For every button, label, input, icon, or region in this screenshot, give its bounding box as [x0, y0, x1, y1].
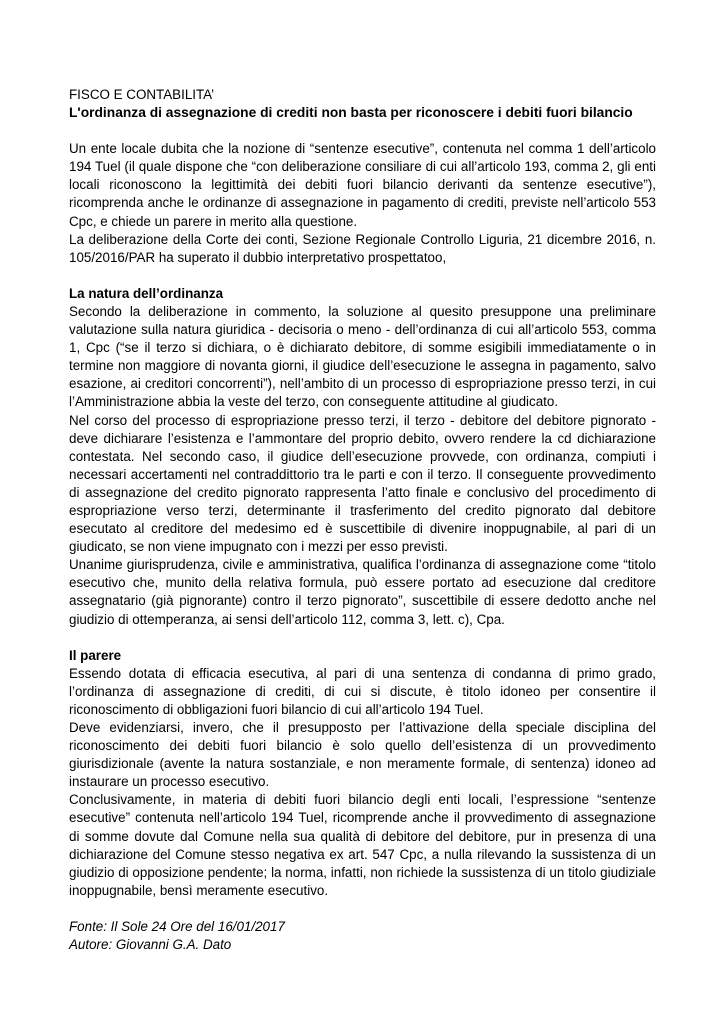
intro-paragraph-1: Un ente locale dubita che la nozione di “sentenze esecutive”, contenuta nel comma 1 dell’articolo 194 Tuel (il quale dispone che “con deliberazione consiliare di cui all’articolo 193, comma 2, gli enti locali riconoscono la legittimità dei debiti fuori bilancio derivanti da sentenze esecutive”), ricomprenda anche le ordinanze di assegnazione in pagamento di crediti, previste nell’articolo 553 Cpc, e chiede un parere in merito alla questione. — [69, 141, 656, 229]
spacer — [69, 900, 656, 918]
natura-paragraph-1: Secondo la deliberazione in commento, la soluzione al quesito presuppone una preliminare valutazione sulla natura giuridica - decisoria o meno - dell’ordinanza di cui all’articolo 553, comma 1, Cpc (“se il terzo si dichiara, o è dichiarato debitore, di somme esigibili immediatamente o in termine non maggiore di novanta giorni, il giudice dell’esecuzione le assegna in pagamento, salvo esazione, ai creditori concorrenti”), nell’ambito di un processo di espropriazione presso terzi, in cui l’Amministrazione abbia la veste del terzo, con conseguente attitudine al giudicato. — [69, 303, 656, 410]
spacer — [69, 629, 656, 647]
author-credit: Autore: Giovanni G.A. Dato — [69, 937, 232, 953]
parere-paragraph-3: Conclusivamente, in materia di debiti fuori bilancio degli enti locali, l’espressione “sentenze esecutive” contenuta nell’articolo 194 Tuel, ricomprende anche il provvedimento di assegnazione di somme dovute dal Comune nella sua qualità di debitore del debitore, pur in presenza di una dichiarazione del Comune stesso negativa ex art. 547 Cpc, a nulla rilevando la sussistenza di un giudizio di opposizione pendente; la norma, infatti, non richiede la sussistenza di un titolo giudiziale inoppugnabile, bensì meramente esecutivo. — [69, 792, 656, 898]
article-title: L'ordinanza di assegnazione di crediti non basta per riconoscere i debiti fuori bilancio — [69, 105, 633, 121]
section-heading-natura: La natura dell’ordinanza — [69, 285, 224, 301]
spacer — [69, 267, 656, 285]
parere-paragraph-2: Deve evidenziarsi, invero, che il presupposto per l’attivazione della speciale disciplina del riconoscimento dei debiti fuori bilancio è solo quello dell’esistenza di un provvedimento giurisdizionale (avente la natura sostanziale, e non meramente formale, di sentenza) idoneo ad instaurare un processo esecutivo. — [69, 720, 656, 790]
intro-paragraph-2: La deliberazione della Corte dei conti, Sezione Regionale Controllo Liguria, 21 dicembre 2016, n. 105/2016/PAR ha superato il dubbio interpretativo prospettatoo, — [69, 231, 656, 265]
spacer — [69, 122, 656, 140]
parere-paragraph-1: Essendo dotata di efficacia esecutiva, al pari di una sentenza di condanna di primo grado, l’ordinanza di assegnazione di crediti, di cui si discute, è titolo idoneo per consentire il riconoscimento di obbligazioni fuori bilancio di cui all’articolo 194 Tuel. — [69, 665, 656, 717]
natura-paragraph-3: Unanime giurisprudenza, civile e amministrativa, qualifica l’ordinanza di assegnazione come “titolo esecutivo che, munito della relativa formula, può essere portato ad esecuzione dal creditore assegnatario (già pignorante) contro il terzo pignorato”, suscettibile di essere dedotto anche nel giudizio di ottemperanza, ai sensi dell’articolo 112, comma 3, lett. c), Cpa. — [69, 557, 656, 627]
document-page — [69, 86, 656, 954]
section-heading-parere: Il parere — [69, 647, 122, 663]
article-category: FISCO E CONTABILITA’ — [69, 87, 215, 102]
natura-paragraph-2: Nel corso del processo di espropriazione presso terzi, il terzo - debitore del debitore pignorato - deve dichiarare l’esistenza e l’ammontare del proprio debito, ovvero rendere la cd dichiarazione contestata. Nel secondo caso, il giudice dell’esecuzione provvede, con ordinanza, compiuti i necessari accertamenti nel contraddittorio tra le parti e con il terzo. Il conseguente provvedimento di assegnazione del credito pignorato rappresenta l’atto finale e conclusivo del procedimento di espropriazione verso terzi, determinante il trasferimento del credito pignorato dal debitore esecutato al creditore del medesimo ed è suscettibile di divenire inoppugnabile, al pari di un giudicato, se non viene impugnato con i mezzi per esso previsti. — [69, 412, 656, 555]
source-credit: Fonte: Il Sole 24 Ore del 16/01/2017 — [69, 918, 285, 934]
